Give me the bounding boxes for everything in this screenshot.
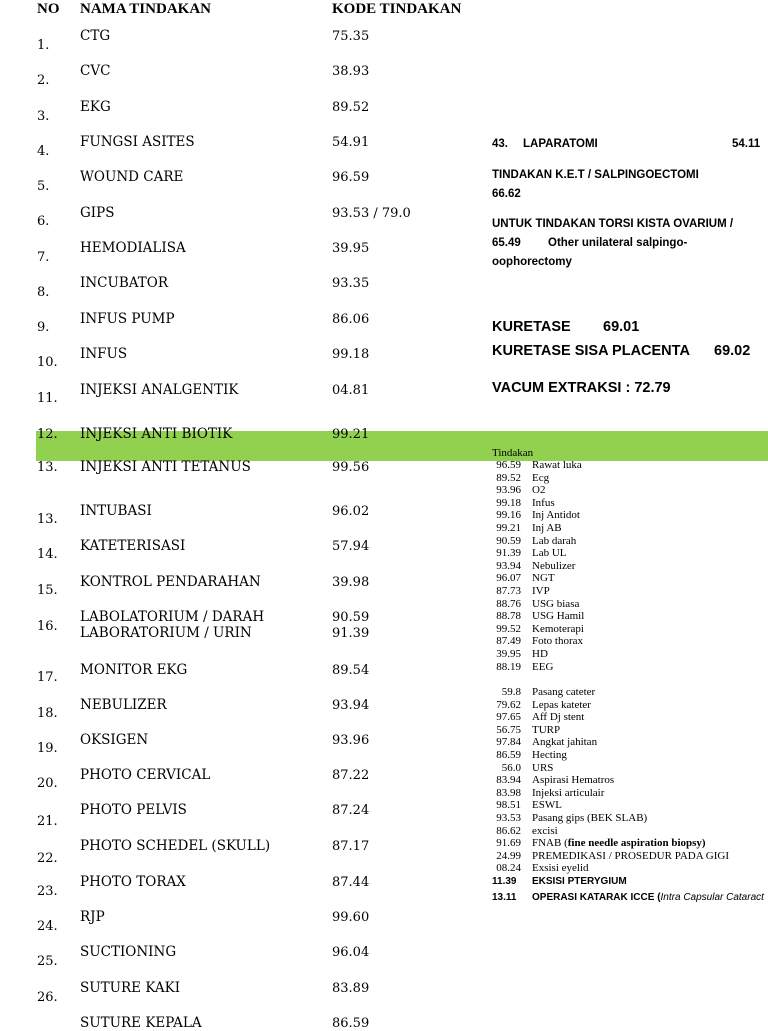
row-nama-tindakan: PHOTO CERVICAL [80, 767, 211, 783]
row-nama-tindakan: RJP [80, 909, 105, 925]
small-item-name-text: Pasang cateter [532, 686, 596, 698]
small-item-code: 96.59 [496, 459, 521, 471]
row-kode-tindakan: 86.06 [332, 312, 370, 327]
small-item-code: 83.98 [496, 786, 521, 799]
small-item-name [532, 560, 575, 572]
small-item-name [532, 862, 589, 874]
row-no: 12. [37, 427, 58, 442]
small-item-code: 79.62 [496, 698, 521, 711]
small-item-code: 99.16 [496, 509, 521, 522]
row-kode-tindakan: 96.59 [332, 170, 370, 185]
row-kode-tindakan: 90.59 [332, 610, 370, 625]
small-item-code: 56.0 [501, 761, 521, 774]
row-kode-tindakan: 99.60 [332, 910, 370, 925]
row-nama-tindakan: PHOTO SCHEDEL (SKULL) [80, 838, 271, 854]
small-item-name [532, 509, 580, 521]
row-kode-tindakan: 57.94 [332, 539, 370, 554]
torsi-desc: Other unilateral salpingo- [548, 237, 688, 249]
small-item-name [532, 635, 583, 647]
small-item-name [532, 736, 597, 748]
row-no: 1. [37, 38, 50, 53]
row-nama-tindakan: SUTURE KAKI [80, 980, 181, 996]
row-kode-tindakan: 87.22 [332, 768, 370, 783]
small-item-name-text: Foto thorax [532, 635, 584, 648]
small-item-name [532, 724, 560, 736]
small-item-code: 83.94 [496, 774, 521, 787]
laparatomi-name: LAPARATOMI [523, 138, 598, 150]
small-item-name [532, 648, 548, 660]
small-item-code: 24.99 [496, 849, 521, 862]
row-kode-tindakan: 89.52 [332, 100, 370, 115]
small-item-name-text: Ecg [532, 471, 550, 484]
row-no: 18. [37, 706, 58, 721]
row-no: 11. [37, 391, 58, 406]
small-item-code: 99.21 [496, 522, 521, 534]
kuretase-label: KURETASE [492, 319, 571, 335]
small-item-name [532, 497, 555, 509]
row-nama-tindakan: FUNGSI ASITES [80, 134, 195, 150]
small-item-name [532, 850, 729, 862]
row-nama-tindakan: INJEKSI ANTI BIOTIK [80, 426, 233, 442]
small-item-name-bold: fine needle aspiration biopsy) [567, 837, 706, 850]
small-item-name-text: Hecting [532, 749, 567, 761]
small-item-name [532, 610, 584, 622]
row-nama-tindakan: INJEKSI ANTI TETANUS [80, 459, 251, 475]
row-no: 17. [37, 670, 58, 685]
row-nama-tindakan: INTUBASI [80, 503, 152, 519]
small-item-code: 96.07 [496, 572, 521, 585]
small-item-code: 93.94 [496, 559, 521, 572]
katarak-code: 13.11 [492, 892, 517, 903]
row-no: 13. [37, 460, 58, 475]
small-item-name-text: Rawat luka [532, 459, 582, 471]
row-no: 20. [37, 776, 58, 791]
small-item-name-text: ESWL [532, 799, 562, 812]
small-item-name-text: Kemoterapi [532, 622, 584, 635]
row-kode-tindakan-2: 91.39 [332, 626, 370, 641]
small-item-code: 59.8 [501, 686, 521, 698]
kuretase-code: 69.01 [603, 319, 640, 335]
row-kode-tindakan: 99.21 [332, 427, 370, 442]
row-kode-tindakan: 87.44 [332, 875, 370, 890]
row-no: 3. [37, 109, 50, 124]
small-item-name [532, 623, 584, 635]
small-item-name [532, 699, 591, 711]
small-item-name-text: Inj Antidot [532, 509, 580, 522]
small-item-code: 99.52 [496, 622, 521, 635]
row-nama-tindakan-2: LABORATORIUM / URIN [80, 625, 252, 641]
small-item-code: 87.49 [496, 635, 521, 648]
small-item-code: 39.95 [496, 648, 521, 660]
row-nama-tindakan: GIPS [80, 205, 115, 221]
small-item-code: 98.51 [496, 799, 521, 812]
row-nama-tindakan: MONITOR EKG [80, 662, 188, 678]
katarak-line [532, 892, 764, 903]
small-item-name [532, 762, 553, 774]
small-item-name-text: Aspirasi Hematros [532, 774, 615, 787]
header-nama-tindakan: NAMA TINDAKAN [80, 1, 211, 17]
row-nama-tindakan: EKG [80, 99, 111, 115]
row-nama-tindakan: INJEKSI ANALGENTIK [80, 382, 239, 398]
torsi-desc-2: oophorectomy [492, 256, 572, 268]
row-kode-tindakan: 54.91 [332, 135, 370, 150]
small-item-code: 88.76 [496, 597, 521, 610]
torsi-label: UNTUK TINDAKAN TORSI KISTA OVARIUM / [492, 218, 734, 230]
row-kode-tindakan: 99.18 [332, 347, 370, 362]
small-item-name [532, 812, 647, 824]
row-kode-tindakan: 38.93 [332, 64, 370, 79]
row-kode-tindakan: 93.94 [332, 698, 370, 713]
small-item-name-text: Lepas kateter [532, 698, 591, 711]
row-kode-tindakan: 93.53 / 79.0 [332, 206, 411, 221]
small-item-name-text: Inj AB [532, 522, 562, 534]
row-kode-tindakan: 89.54 [332, 663, 370, 678]
small-item-code: 87.73 [496, 585, 521, 597]
row-nama-tindakan: NEBULIZER [80, 697, 167, 713]
small-item-code: 86.59 [496, 749, 521, 761]
row-nama-tindakan: SUCTIONING [80, 944, 177, 960]
small-item-name [532, 547, 567, 559]
small-item-name-text: Nebulizer [532, 559, 576, 572]
row-no: 24. [37, 919, 58, 934]
small-item-name-text: Lab UL [532, 547, 567, 560]
small-item-name-text: EEG [532, 660, 554, 673]
row-no: 4. [37, 144, 50, 159]
torsi-code: 65.49 [492, 237, 521, 249]
pterygium-name: EKSISI PTERYGIUM [532, 876, 627, 887]
small-item-name-text: IVP [532, 585, 550, 597]
row-kode-tindakan: 87.24 [332, 803, 370, 818]
row-nama-tindakan: KATETERISASI [80, 538, 186, 554]
row-no: 8. [37, 285, 50, 300]
row-kode-tindakan: 93.35 [332, 276, 370, 291]
small-item-code: 93.96 [496, 484, 521, 497]
row-kode-tindakan: 04.81 [332, 383, 370, 398]
small-item-code: 08.24 [496, 862, 521, 875]
row-nama-tindakan: OKSIGEN [80, 732, 149, 748]
small-item-name-text: FNAB ( [532, 837, 568, 850]
row-nama-tindakan: WOUND CARE [80, 169, 184, 185]
small-item-name [532, 825, 558, 837]
small-item-code: 88.19 [496, 660, 521, 673]
katarak-italic: Intra Capsular Cataract [660, 892, 764, 903]
small-item-name-text: HD [532, 648, 548, 660]
pterygium-code: 11.39 [492, 876, 517, 887]
katarak-name: OPERASI KATARAK ICCE ( [532, 892, 661, 903]
small-item-name [532, 459, 582, 471]
row-nama-tindakan: LABOLATORIUM / DARAH [80, 609, 265, 625]
row-no: 23. [37, 884, 58, 899]
small-item-code: 91.39 [496, 547, 521, 560]
small-item-name [532, 585, 550, 597]
row-nama-tindakan: PHOTO TORAX [80, 874, 186, 890]
row-no: 25. [37, 954, 58, 969]
small-item-name-text: Exsisi eyelid [532, 862, 589, 875]
row-nama-tindakan: INFUS PUMP [80, 311, 175, 327]
small-item-name-text: PREMEDIKASI / PROSEDUR PADA GIGI [532, 849, 730, 862]
vacum-extraksi: VACUM EXTRAKSI : 72.79 [492, 380, 671, 396]
row-no: 7. [37, 250, 50, 265]
row-nama-tindakan: INCUBATOR [80, 275, 169, 291]
small-item-name-text: NGT [532, 572, 555, 585]
small-item-code: 86.62 [496, 824, 521, 837]
row-kode-tindakan: 83.89 [332, 981, 370, 996]
small-item-name [532, 774, 614, 786]
small-item-name-text: Infus [532, 496, 555, 509]
small-item-name [532, 799, 562, 811]
small-item-name-text: excisi [532, 824, 558, 837]
small-item-name [532, 535, 576, 547]
small-item-name [532, 661, 553, 673]
small-item-name-text: TURP [532, 723, 561, 736]
header-kode-tindakan: KODE TINDAKAN [332, 1, 462, 17]
small-item-code: 56.75 [496, 723, 521, 736]
small-item-code: 91.69 [496, 837, 521, 850]
small-item-name [532, 484, 545, 496]
small-item-name [532, 572, 555, 584]
small-item-name-text: Angkat jahitan [532, 736, 598, 749]
small-item-name-text: Pasang gips (BEK SLAB) [532, 812, 648, 824]
small-item-name [532, 686, 595, 698]
row-no: 9. [37, 320, 50, 335]
small-item-name-text: USG biasa [532, 597, 580, 610]
row-kode-tindakan: 39.98 [332, 575, 370, 590]
row-kode-tindakan: 75.35 [332, 29, 370, 44]
row-no: 21. [37, 814, 58, 829]
kuretase-sisa-code: 69.02 [714, 343, 751, 359]
row-no: 22. [37, 851, 58, 866]
row-nama-tindakan: PHOTO PELVIS [80, 802, 187, 818]
row-nama-tindakan: SUTURE KEPALA [80, 1015, 202, 1031]
ket-label: TINDAKAN K.E.T / SALPINGOECTOMI [492, 169, 699, 181]
laparatomi-code: 54.11 [732, 138, 761, 150]
small-item-code: 97.84 [496, 736, 521, 749]
kuretase-sisa-label: KURETASE SISA PLACENTA [492, 343, 690, 359]
row-no: 10. [37, 355, 58, 370]
row-nama-tindakan: CVC [80, 63, 111, 79]
row-kode-tindakan: 93.96 [332, 733, 370, 748]
row-nama-tindakan: INFUS [80, 346, 128, 362]
header-no: NO [37, 1, 60, 17]
small-item-name-text: O2 [532, 484, 546, 497]
small-item-name-text: Aff Dj stent [532, 711, 585, 724]
row-kode-tindakan: 86.59 [332, 1016, 370, 1031]
small-item-code: 88.78 [496, 610, 521, 623]
small-item-name [532, 472, 549, 484]
ket-code: 66.62 [492, 188, 521, 200]
row-no: 26. [37, 990, 58, 1005]
small-item-name [532, 787, 604, 799]
small-item-code: 99.18 [496, 496, 521, 509]
row-no: 6. [37, 214, 50, 229]
row-no: 15. [37, 583, 58, 598]
small-item-name-text: URS [532, 761, 554, 774]
small-item-name [532, 837, 706, 849]
row-nama-tindakan: HEMODIALISA [80, 240, 186, 256]
row-nama-tindakan: CTG [80, 28, 111, 44]
small-item-code: 89.52 [496, 471, 521, 484]
row-kode-tindakan: 39.95 [332, 241, 370, 256]
small-item-name [532, 598, 579, 610]
small-item-name [532, 711, 584, 723]
small-item-name-text: USG Hamil [532, 610, 585, 623]
small-item-code: 90.59 [496, 534, 521, 547]
row-kode-tindakan: 96.02 [332, 504, 370, 519]
row-no: 16. [37, 619, 58, 634]
row-no: 13. [37, 512, 58, 527]
row-no: 19. [37, 741, 58, 756]
row-no: 2. [37, 73, 50, 88]
row-kode-tindakan: 99.56 [332, 460, 370, 475]
row-kode-tindakan: 96.04 [332, 945, 370, 960]
row-no: 5. [37, 179, 50, 194]
small-item-name-text: Injeksi articulair [532, 786, 605, 799]
row-kode-tindakan: 87.17 [332, 839, 370, 854]
small-item-name-text: Lab darah [532, 534, 577, 547]
small-item-code: 93.53 [496, 812, 521, 824]
row-no: 14. [37, 547, 58, 562]
small-item-name [532, 522, 562, 534]
small-item-name [532, 749, 567, 761]
row-nama-tindakan: KONTROL PENDARAHAN [80, 574, 261, 590]
small-list-title: Tindakan [492, 447, 534, 459]
small-item-code: 97.65 [496, 711, 521, 724]
laparatomi-no: 43. [492, 138, 508, 150]
